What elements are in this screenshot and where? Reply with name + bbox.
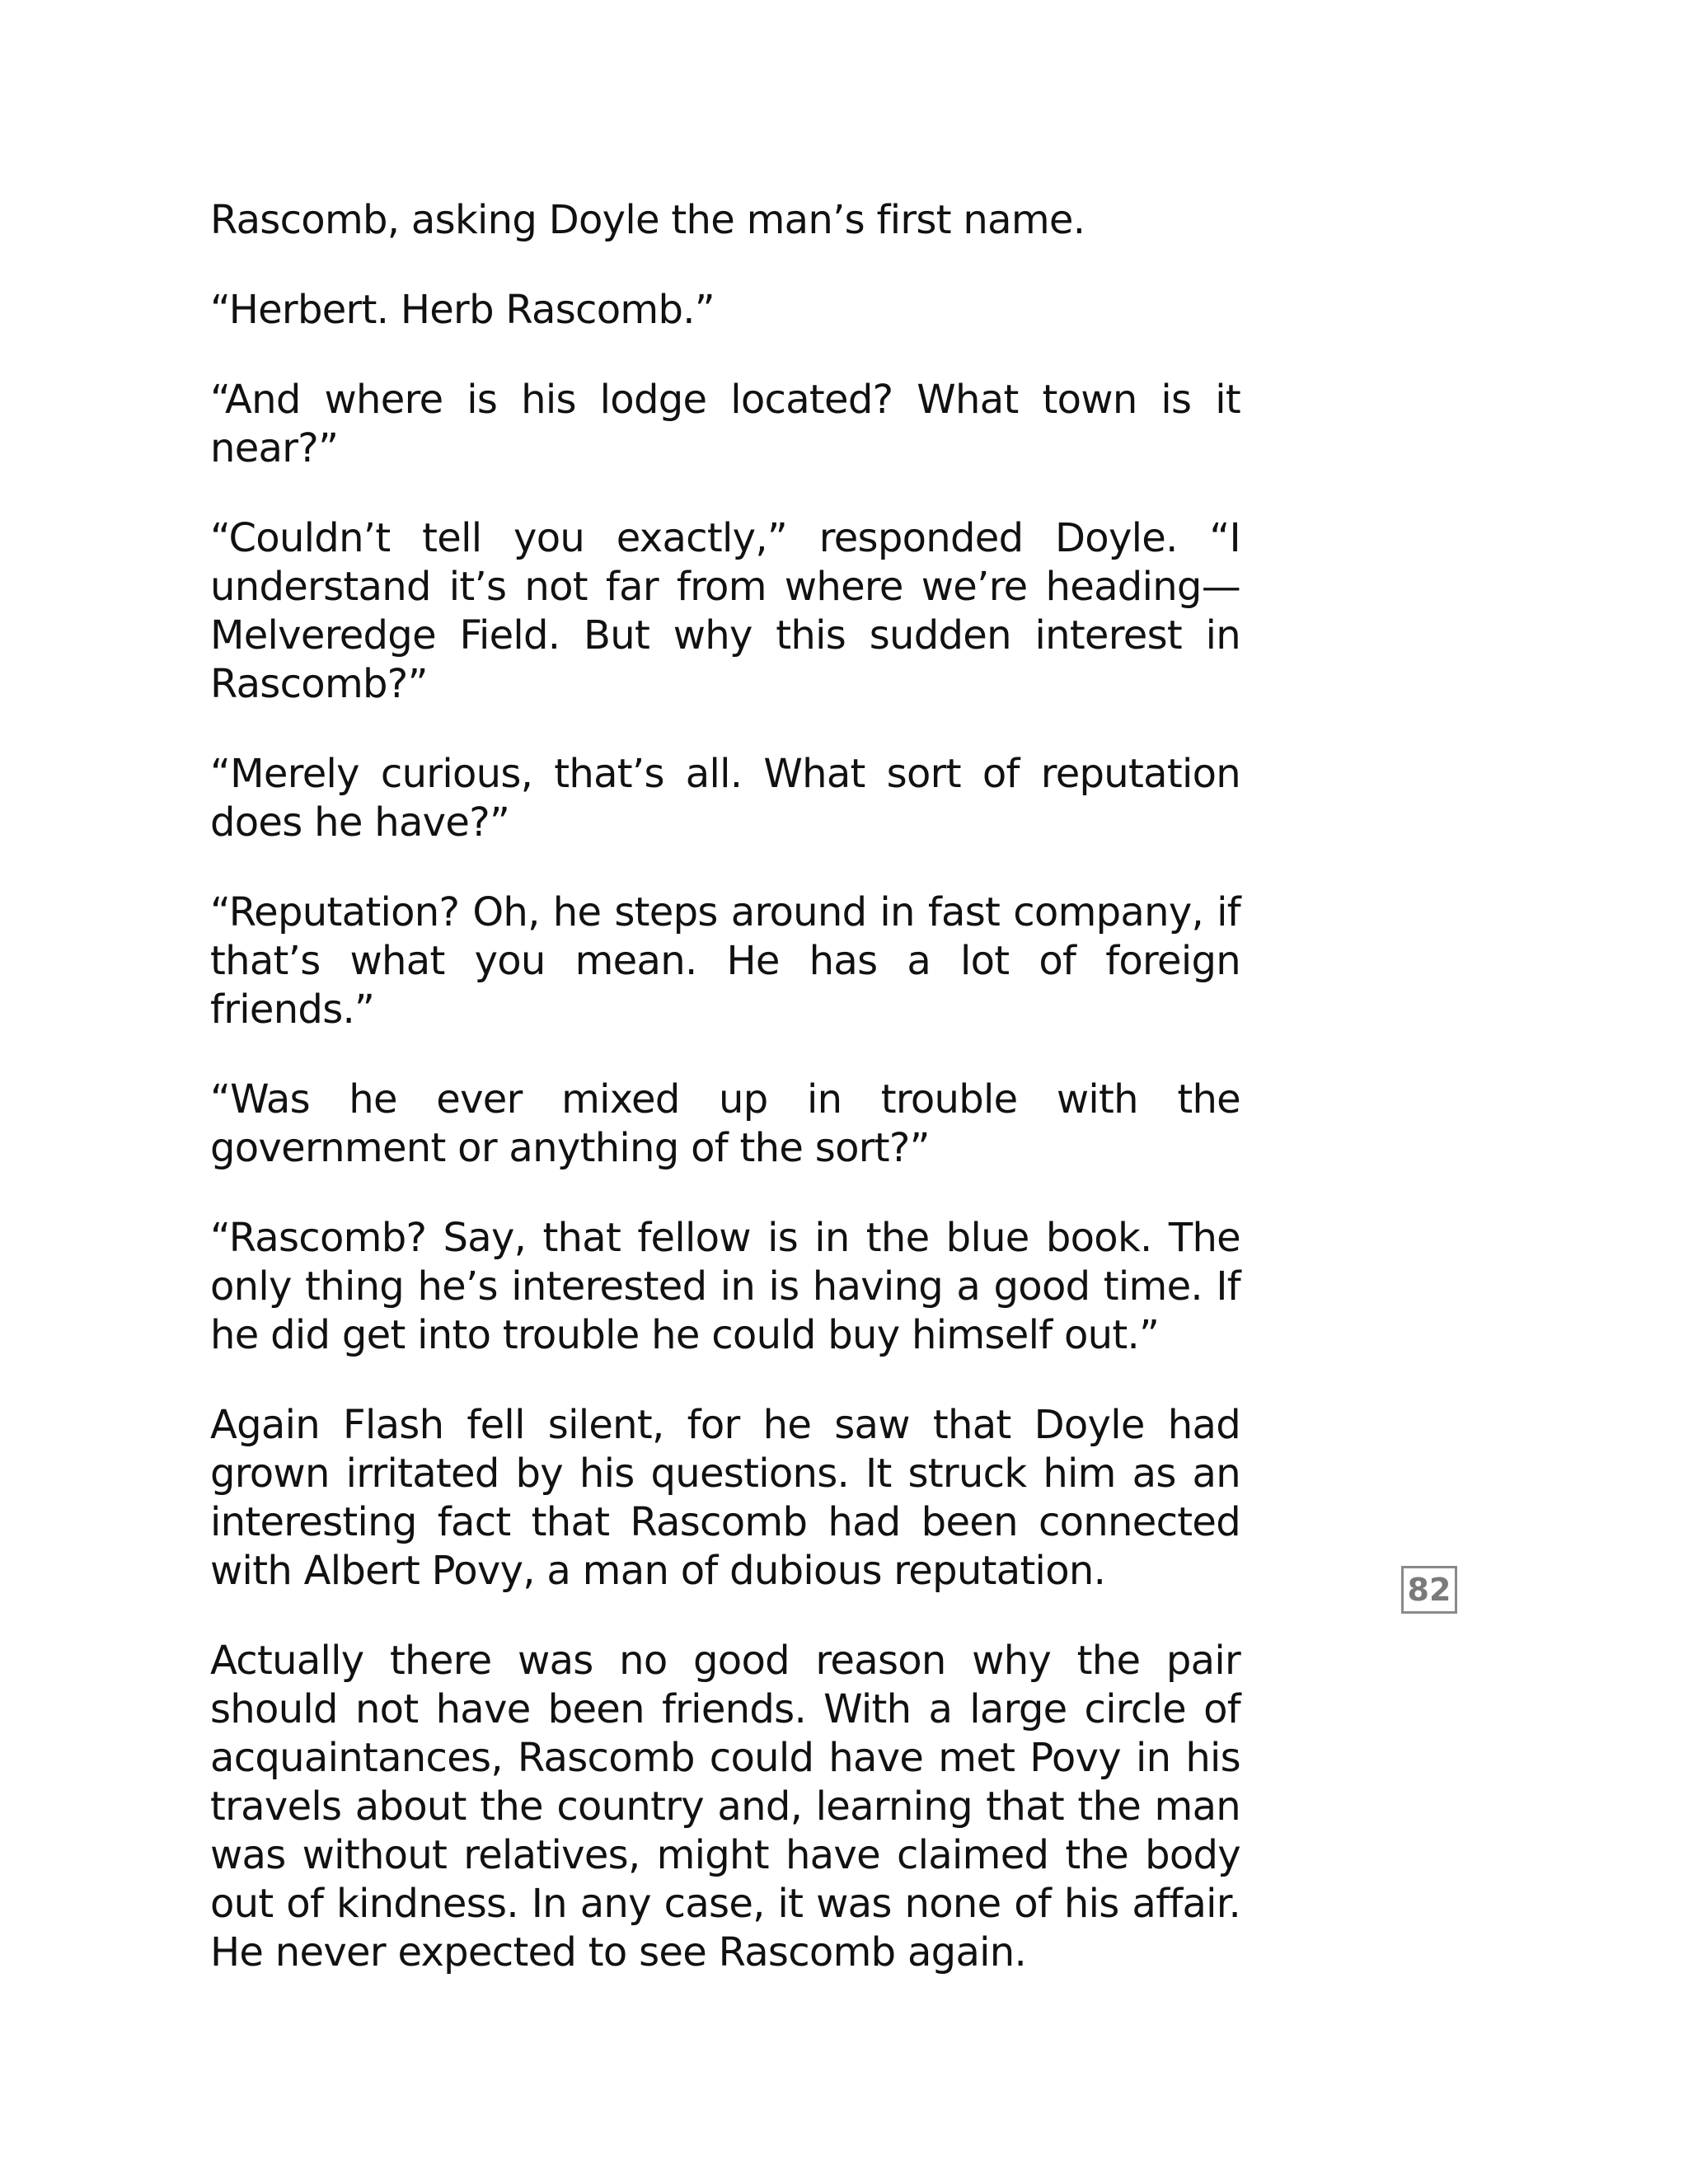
paragraph: Actually there was no good reason why the pair should not have been friends. With a large circle of acquaintances, Rascomb could have met Povy in his travels about the country and, learning that the man was without relatives, might have claimed the body out of kindness. In any case, it was none of his affair. He never expected to see Rascomb again. — [210, 1638, 1240, 1975]
body-text — [210, 196, 1240, 2018]
paragraph: “And where is his lodge located? What town is it near?” — [210, 377, 1240, 471]
paragraph: “Couldn’t tell you exactly,” responded Doyle. “I understand it’s not far from where we’re heading—Melveredge Field. But why this sudden interest in Rascomb?” — [210, 515, 1240, 707]
paragraph: Again Flash fell silent, for he saw that Doyle had grown irritated by his questions. It struck him as an interesting fact that Rascomb had been connected with Albert Povy, a man of dubious reputation. — [210, 1402, 1240, 1594]
page-number: 82 — [1401, 1566, 1457, 1614]
paragraph: Rascomb, asking Doyle the man’s first name. — [210, 197, 1085, 243]
paragraph: “Merely curious, that’s all. What sort of reputation does he have?” — [210, 751, 1240, 846]
paragraph: “Herbert. Herb Rascomb.” — [210, 287, 715, 333]
paragraph: “Was he ever mixed up in trouble with the government or anything of the sort?” — [210, 1076, 1240, 1171]
paragraph: “Rascomb? Say, that fellow is in the blue book. The only thing he’s interested in is having a good time. If he did get into trouble he could buy himself out.” — [210, 1215, 1240, 1358]
paragraph: “Reputation? Oh, he steps around in fast company, if that’s what you mean. He has a lot of foreign friends.” — [210, 889, 1240, 1033]
